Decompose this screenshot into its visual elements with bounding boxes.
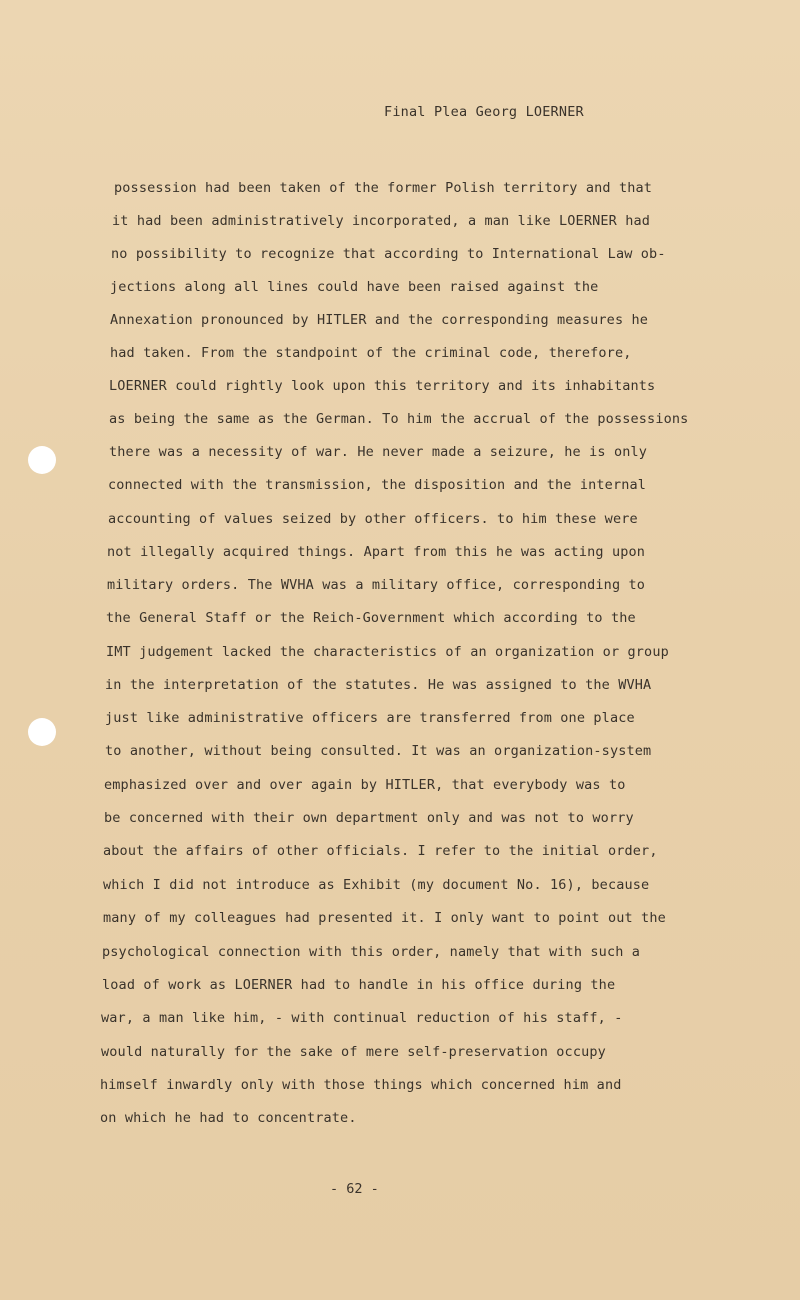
text-line: be concerned with their own department only and was not to worry (104, 810, 634, 826)
punch-hole-bottom (28, 718, 56, 746)
text-line: jections along all lines could have been raised against the (110, 279, 599, 295)
text-line: to another, without being consulted. It was an organization-system (105, 743, 652, 759)
text-line: on which he had to concentrate. (100, 1110, 357, 1126)
text-line: just like administrative officers are transferred from one place (105, 710, 635, 726)
text-line: not illegally acquired things. Apart from this he was acting upon (107, 544, 646, 560)
text-line: about the affairs of other officials. I refer to the initial order, (103, 843, 658, 859)
text-line: would naturally for the sake of mere self-preservation occupy (101, 1044, 606, 1060)
text-line: military orders. The WVHA was a military office, corresponding to (107, 577, 646, 593)
text-line: possession had been taken of the former Polish territory and that (114, 180, 653, 196)
text-line: it had been administratively incorporated, a man like LOERNER had (112, 213, 651, 229)
text-line: which I did not introduce as Exhibit (my document No. 16), because (103, 877, 650, 893)
text-line: there was a necessity of war. He never made a seizure, he is only (109, 444, 648, 460)
text-line: IMT judgement lacked the characteristics of an organization or group (106, 644, 669, 660)
text-line: psychological connection with this order, namely that with such a (102, 944, 641, 960)
punch-hole-top (28, 446, 56, 474)
page-header: Final Plea Georg LOERNER (384, 104, 584, 120)
text-line: no possibility to recognize that according to International Law ob- (111, 246, 666, 262)
text-line: load of work as LOERNER had to handle in his office during the (102, 977, 616, 993)
text-line: accounting of values seized by other officers. to him these were (108, 511, 638, 527)
text-line: as being the same as the German. To him the accrual of the possessions (109, 411, 689, 427)
text-line: in the interpretation of the statutes. He was assigned to the WVHA (105, 677, 652, 693)
text-line: emphasized over and over again by HITLER, that everybody was to (104, 777, 626, 793)
text-line: Annexation pronounced by HITLER and the corresponding measures he (110, 312, 649, 328)
text-line: had taken. From the standpoint of the criminal code, therefore, (110, 345, 632, 361)
text-line: war, a man like him, - with continual reduction of his staff, - (101, 1010, 623, 1026)
text-line: LOERNER could rightly look upon this territory and its inhabitants (109, 378, 656, 394)
text-line: many of my colleagues had presented it. I only want to point out the (103, 910, 666, 926)
text-line: himself inwardly only with those things which concerned him and (100, 1077, 622, 1093)
text-line: the General Staff or the Reich-Government which according to the (106, 610, 636, 626)
page-number: - 62 - (330, 1181, 379, 1197)
text-line: connected with the transmission, the disposition and the internal (108, 477, 647, 493)
